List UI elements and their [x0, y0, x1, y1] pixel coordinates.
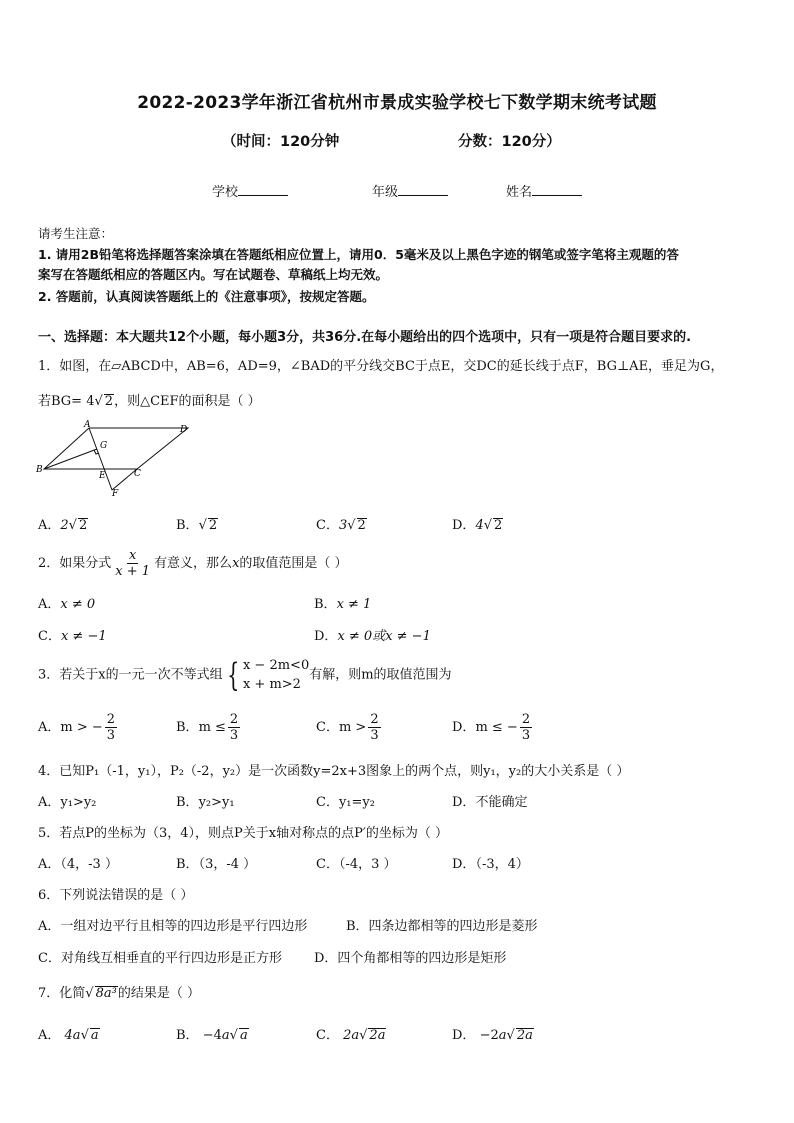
option-coef: 3	[338, 518, 348, 533]
q1-text-post: ，则△CEF的面积是（ ）	[114, 394, 261, 409]
q1-option-d[interactable]	[452, 514, 503, 533]
option-label: B．	[176, 1028, 199, 1043]
option-radicand: 2	[78, 518, 88, 533]
option-text: x ≠ 0	[60, 597, 96, 612]
q2-text-mid: 有意义，那么	[154, 556, 233, 571]
q4-option-a[interactable]	[38, 791, 96, 810]
sqrt-icon: √	[85, 986, 94, 1001]
sqrt-icon: √	[198, 518, 207, 533]
q1-line1: 1．如图，在▱ABCD中，AB=6，AD=9，∠BAD的平分线交BC于点E，交DC的延长线于点F，BG⊥AE，垂足为G，	[38, 359, 724, 374]
option-coef: 2a	[343, 1028, 360, 1043]
option-label: A．	[38, 720, 61, 735]
option-label: C．	[316, 518, 339, 533]
q2-option-a[interactable]	[38, 593, 95, 612]
option-text: 不能确定	[475, 795, 528, 810]
school-field[interactable]	[212, 181, 288, 200]
q1-coef: 4	[86, 394, 95, 409]
option-fraction	[368, 712, 380, 743]
option-fraction	[228, 712, 240, 743]
q1-line2	[38, 390, 261, 409]
q2-option-d[interactable]	[314, 625, 431, 644]
q4-option-b[interactable]	[176, 791, 235, 810]
option-radicand: 2a	[369, 1028, 386, 1043]
sqrt-icon: √	[68, 518, 77, 533]
option-text: （-3，4）	[475, 857, 529, 872]
option-text: y₁>y₂	[60, 795, 97, 810]
option-label: D．	[314, 629, 338, 644]
q7-option-c[interactable]	[316, 1024, 386, 1043]
option-text: x ≠ −1	[60, 629, 107, 644]
option-label: C．	[316, 1028, 339, 1043]
q2-option-c[interactable]	[38, 625, 107, 644]
option-label: B．	[176, 795, 199, 810]
notice-heading: 请考生注意：	[38, 226, 114, 241]
option-text: y₂>y₁	[198, 795, 235, 810]
sqrt-icon: √	[347, 518, 356, 533]
q6-stem: 6．下列说法错误的是（ ）	[38, 888, 194, 903]
option-label: A．	[38, 518, 61, 533]
option-radicand: 2	[357, 518, 366, 533]
q2-option-b[interactable]	[314, 593, 371, 612]
q7-option-a[interactable]	[38, 1024, 100, 1043]
q2-var: x	[232, 556, 240, 571]
q6-option-b[interactable]: B．四条边都相等的四边形是菱形	[346, 919, 538, 934]
q5-option-a[interactable]	[38, 853, 118, 872]
option-label: B．	[176, 857, 199, 872]
q7-text-post: 的结果是（ ）	[117, 986, 200, 1001]
denominator: 3	[521, 728, 531, 743]
option-label: B．	[176, 720, 199, 735]
exam-score: 分数：120分）	[458, 134, 561, 150]
q3-option-d[interactable]	[452, 712, 534, 743]
label-e: E	[99, 471, 106, 481]
notice-line-1b: 案写在答题纸相应的答题区内。写在试题卷、草稿纸上均无效。	[38, 267, 389, 282]
q4-option-d[interactable]	[452, 791, 527, 810]
sqrt-icon: √	[229, 1028, 238, 1043]
q2-text-pre: 2．如果分式	[38, 556, 112, 571]
option-label: D．	[452, 1028, 476, 1043]
option-text: m >	[338, 720, 367, 735]
page-title: 2022-2023学年浙江省杭州市景成实验学校七下数学期末统考试题	[137, 93, 657, 113]
grade-blank[interactable]	[398, 183, 448, 196]
segment-bg	[44, 449, 97, 469]
sqrt-icon: √	[506, 1028, 515, 1043]
option-label: A．	[38, 857, 61, 872]
option-label: B．	[176, 518, 199, 533]
q2-denominator: x + 1	[115, 564, 151, 579]
option-label: A．	[38, 1028, 61, 1043]
denominator: 3	[370, 728, 379, 743]
q3-option-a[interactable]	[38, 712, 119, 743]
parallelogram-abcd	[44, 428, 188, 469]
exam-time: （时间：120分钟	[222, 134, 340, 150]
option-label: C．	[38, 629, 61, 644]
option-label: B．	[314, 597, 337, 612]
q3-inequality-system	[223, 656, 310, 694]
q7-option-b[interactable]	[176, 1024, 249, 1043]
q3-inequality-2: x + m>2	[242, 677, 301, 692]
q3-option-b[interactable]	[176, 712, 242, 743]
option-fraction	[105, 712, 117, 743]
option-label: C．	[316, 795, 339, 810]
label-c: C	[134, 469, 141, 479]
numerator: 2	[521, 712, 531, 727]
grade-field[interactable]	[372, 181, 448, 200]
label-g: G	[100, 441, 108, 451]
q1-option-b[interactable]	[176, 514, 218, 533]
option-radicand: a	[90, 1028, 99, 1043]
option-label: C．	[316, 857, 339, 872]
option-text: m ≤	[198, 720, 226, 735]
name-field[interactable]	[506, 181, 582, 200]
label-d: D	[180, 425, 188, 435]
option-label: D．	[452, 795, 476, 810]
denominator: 3	[229, 728, 239, 743]
notice-line-2: 2. 答题前，认真阅读答题纸上的《注意事项》，按规定答题。	[38, 289, 375, 304]
q6-option-d[interactable]: D．四个角都相等的四边形是矩形	[314, 951, 507, 966]
q5-stem: 5．若点P的坐标为（3，4），则点P关于x轴对称点的点P′的坐标为（ ）	[38, 826, 448, 841]
q4-option-c[interactable]	[316, 791, 375, 810]
option-coef: a	[498, 1028, 507, 1043]
q3-text-pre: 3．若关于x的一元一次不等式组	[38, 667, 223, 683]
q4-stem: 4．已知P₁（-1，y₁），P₂（-2，y₂）是一次函数y=2x+3图象上的两个点，则y₁，y₂的大小关系是（ ）	[38, 764, 630, 779]
grade-label: 年级	[372, 185, 399, 200]
option-sign: −2	[479, 1028, 499, 1043]
sqrt-icon: √	[94, 394, 103, 409]
option-coef: a	[221, 1028, 230, 1043]
school-blank[interactable]	[238, 183, 288, 196]
option-text: x ≠ 1	[336, 597, 372, 612]
option-coef: 2	[60, 518, 69, 533]
option-fraction	[520, 712, 532, 743]
numerator: 2	[229, 712, 239, 727]
q5-option-b[interactable]	[176, 853, 256, 872]
q1-text-pre: 若BG=	[38, 394, 83, 409]
denominator: 3	[106, 728, 116, 743]
q1-option-c[interactable]	[316, 514, 367, 533]
option-coef: 4a	[64, 1028, 81, 1043]
q5-option-c[interactable]	[316, 853, 397, 872]
option-text: （3，-4 ）	[198, 857, 257, 872]
parallelogram-figure	[36, 420, 196, 502]
option-text: y₁=y₂	[338, 795, 375, 810]
q5-option-d[interactable]	[452, 853, 529, 872]
name-label: 姓名	[506, 185, 533, 200]
option-sign: −4	[202, 1028, 222, 1043]
q2-fraction	[113, 548, 152, 579]
q6-option-a[interactable]: A．一组对边平行且相等的四边形是平行四边形	[38, 919, 308, 934]
numerator: 2	[370, 712, 379, 727]
numerator: 2	[106, 712, 116, 727]
label-b: B	[36, 465, 43, 475]
option-label: D．	[452, 857, 476, 872]
option-radicand: 2	[208, 518, 218, 533]
brace-icon: {	[226, 656, 239, 694]
option-label: A．	[38, 795, 61, 810]
label-a: A	[84, 420, 91, 430]
option-text: （4，-3 ）	[60, 857, 118, 872]
school-label: 学校	[212, 185, 239, 200]
q2-text-post: 的取值范围是（ ）	[239, 556, 348, 571]
q1-radicand: 2	[104, 394, 114, 409]
q1-option-a[interactable]	[38, 514, 88, 533]
q6-option-c[interactable]: C．对角线互相垂直的平行四边形是正方形	[38, 951, 282, 966]
option-text: x ≠ 0或x ≠ −1	[337, 629, 431, 644]
q7-radicand: 8a³	[95, 986, 117, 1001]
q7-stem	[38, 982, 200, 1001]
sqrt-icon: √	[80, 1028, 89, 1043]
option-radicand: 2	[494, 518, 503, 533]
option-radicand: 2a	[516, 1028, 533, 1043]
name-blank[interactable]	[532, 183, 582, 196]
option-label: C．	[316, 720, 339, 735]
section-heading: 一、选择题：本大题共12个小题，每小题3分，共36分.在每小题给出的四个选项中，只有一项是符合题目要求的.	[38, 330, 692, 345]
q3-stem	[38, 656, 452, 694]
q3-inequality-1: x − 2m<0	[242, 658, 310, 673]
option-label: A．	[38, 597, 61, 612]
q7-text-pre: 7．化简	[38, 986, 86, 1001]
option-label: D．	[452, 720, 476, 735]
sqrt-icon: √	[359, 1028, 368, 1043]
q2-stem	[38, 548, 348, 579]
sqrt-icon: √	[483, 518, 493, 533]
q3-option-c[interactable]	[316, 712, 383, 743]
notice-line-1a: 1. 请用2B铅笔将选择题答案涂填在答题纸相应位置上，请用0．5毫米及以上黑色字迹的钢笔或签字笔将主观题的答	[38, 247, 679, 262]
option-text: （-4，3 ）	[338, 857, 397, 872]
q2-numerator: x	[128, 548, 137, 563]
option-radicand: a	[239, 1028, 248, 1043]
option-label: D．	[452, 518, 476, 533]
option-coef: 4	[475, 518, 484, 533]
q3-text-post: 有解，则m的取值范围为	[309, 667, 452, 683]
label-f: F	[112, 489, 119, 499]
q7-option-d[interactable]	[452, 1024, 534, 1043]
option-text: m > −	[60, 720, 103, 735]
option-text: m ≤ −	[475, 720, 518, 735]
